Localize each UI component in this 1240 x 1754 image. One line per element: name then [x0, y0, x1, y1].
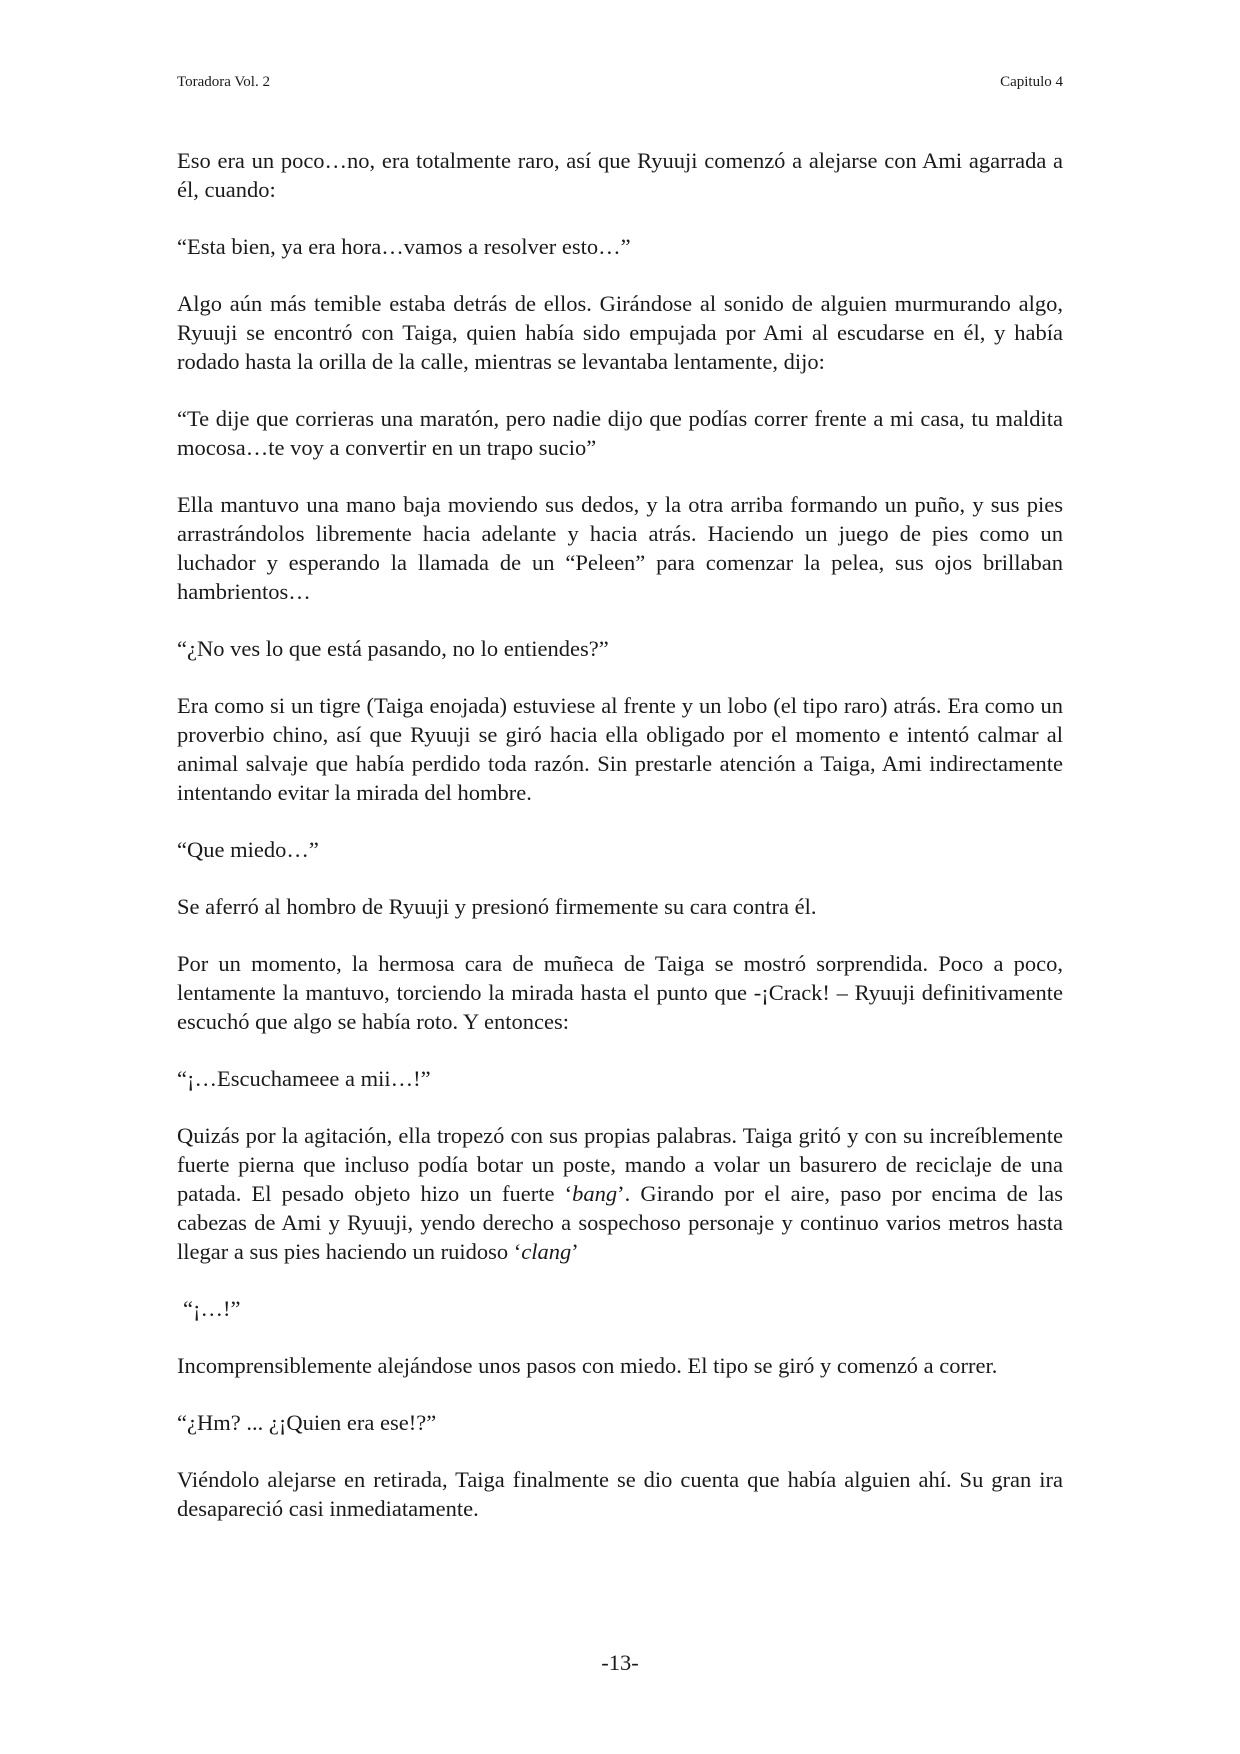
dialogue-paragraph: “¿Hm? ... ¿¡Quien era ese!?”: [177, 1410, 437, 1435]
onomatopoeia-bang: bang: [572, 1181, 618, 1206]
dialogue-paragraph: “Esta bien, ya era hora…vamos a resolver esto…”: [177, 234, 631, 259]
paragraph: Se aferró al hombro de Ryuuji y presionó firmemente su cara contra él.: [177, 894, 817, 919]
paragraph: Por un momento, la hermosa cara de muñeca de Taiga se mostró sorprendida. Poco a poco, lentamente la mantuvo, torciendo la mirada hasta el punto que -¡Crack! – Ryuuji definitivamente escuchó que algo se había roto. Y entonces:: [177, 951, 1063, 1034]
chapter-title: Capitulo 4: [1000, 74, 1063, 90]
paragraph: Ella mantuvo una mano baja moviendo sus dedos, y la otra arriba formando un puño, y sus pies arrastrándolos libremente hacia adelante y hacia atrás. Haciendo un juego de pies como un luchador y esperando la llamada de un “Peleen” para comenzar la pelea, sus ojos brillaban hambrientos…: [177, 492, 1063, 604]
paragraph: Era como si un tigre (Taiga enojada) estuviese al frente y un lobo (el tipo raro) atrás. Era como un proverbio chino, así que Ryuuji se giró hacia ella obligado por el momento e intentó calmar al animal salvaje que había perdido toda razón. Sin prestarle atención a Taiga, Ami indirectamente intentando evitar la mirada del hombre.: [177, 693, 1063, 805]
paragraph-with-emphasis: [177, 1121, 1063, 1266]
onomatopoeia-clang: clang: [521, 1239, 572, 1264]
body-text: [177, 146, 1063, 1551]
dialogue-paragraph: “¿No ves lo que está pasando, no lo entiendes?”: [177, 636, 609, 661]
paragraph: Viéndolo alejarse en retirada, Taiga finalmente se dio cuenta que había alguien ahí. Su gran ira desapareció casi inmediatamente.: [177, 1467, 1063, 1521]
paragraph: Eso era un poco…no, era totalmente raro, así que Ryuuji comenzó a alejarse con Ami agarrada a él, cuando:: [177, 148, 1063, 202]
page-number: -13-: [601, 1650, 639, 1675]
paragraph-text: ’: [571, 1239, 579, 1264]
paragraph-text: ’. Girando por el aire, paso por encima de las cabezas de Ami y Ryuuji, yendo derecho a sospechoso personaje y continuo varios metros hasta llegar a sus pies haciendo un ruidoso ‘: [177, 1181, 1063, 1264]
paragraph-text: Quizás por la agitación, ella tropezó con sus propias palabras. Taiga gritó y con su increíblemente fuerte pierna que incluso podía botar un poste, mando a volar un basurero de reciclaje de una patada. El pesado objeto hizo un fuerte ‘: [177, 1123, 1063, 1206]
dialogue-paragraph: “Que miedo…”: [177, 837, 319, 862]
running-header: [177, 74, 1063, 96]
paragraph: Algo aún más temible estaba detrás de ellos. Girándose al sonido de alguien murmurando algo, Ryuuji se encontró con Taiga, quien había sido empujada por Ami al escudarse en él, y había rodado hasta la orilla de la calle, mientras se levantaba lentamente, dijo:: [177, 291, 1063, 374]
dialogue-paragraph: “¡…!”: [183, 1296, 241, 1321]
dialogue-paragraph: “¡…Escuchameee a mii…!”: [177, 1066, 431, 1091]
book-title: Toradora Vol. 2: [177, 74, 270, 90]
dialogue-paragraph: “Te dije que corrieras una maratón, pero nadie dijo que podías correr frente a mi casa, tu maldita mocosa…te voy a convertir en un trapo sucio”: [177, 406, 1063, 460]
paragraph: Incomprensiblemente alejándose unos pasos con miedo. El tipo se giró y comenzó a correr.: [177, 1353, 998, 1378]
